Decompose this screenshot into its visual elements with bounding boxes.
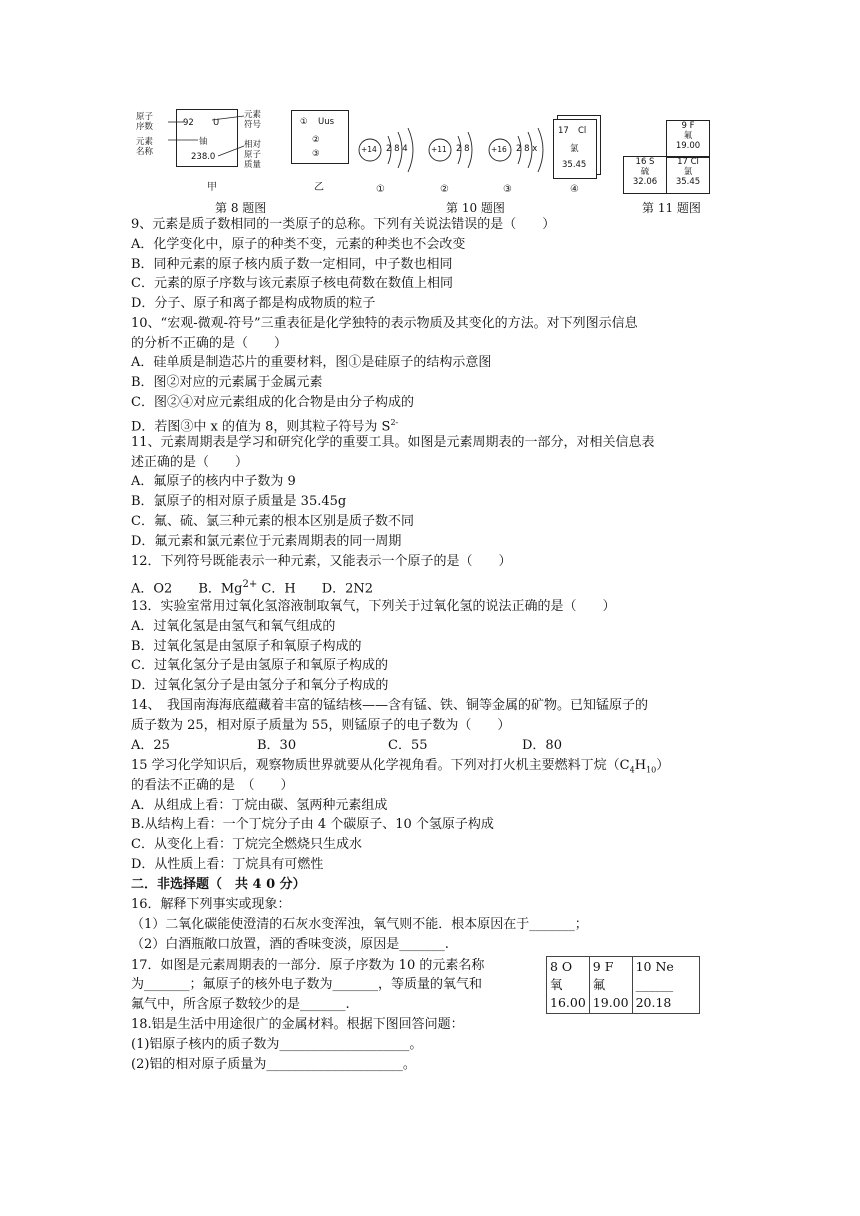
atom2-label: ② xyxy=(440,184,449,195)
q9-stem: 9、元素是质子数相同的一类原子的总称。下列有关说法错误的是（ ） xyxy=(131,217,556,232)
cl-mass: 35.45 xyxy=(562,160,587,170)
q18-part1: (1)铝原子核内的质子数为____________________。 xyxy=(131,1037,423,1052)
q13-stem: 13．实验室常用过氧化氢溶液制取氧气，下列关于过氧化氢的说法正确的是（ ） xyxy=(131,599,616,614)
caption-fig10: 第 10 题图 xyxy=(446,201,505,215)
q13-option-d: D．过氧化氢分子是由氢分子和氧分子构成的 xyxy=(131,678,389,693)
q12-stem: 12．下列符号既能表示一种元素，又能表示一个原子的是（ ） xyxy=(131,554,512,569)
pt-ne-mass: 20.18 xyxy=(635,995,672,1010)
pt-o-mass: 16.00 xyxy=(550,995,586,1010)
yi-cell-uus: Uus xyxy=(318,117,335,127)
cl11-head: 17 Cl xyxy=(677,157,699,167)
q11-option-d: D．氟元素和氯元素位于元素周期表的同一周期 xyxy=(131,534,402,549)
q15-stem-2: 的看法不正确的是 （ ） xyxy=(131,778,294,793)
q10-option-d-charge: 2- xyxy=(390,418,399,427)
q10-stem-1: 10、“宏观-微观-符号”三重表征是化学独特的表示物质及其变化的方法。对下列图示信息 xyxy=(131,316,638,331)
q15-h: H xyxy=(634,758,647,773)
q14-option-c: C．55 xyxy=(388,738,428,753)
q18-part2: (2)铝的相对原子质量为_____________________。 xyxy=(131,1057,416,1072)
q10-option-d xyxy=(131,414,398,436)
q9-option-a: A．化学变化中，原子的种类不变，元素的种类也不会改变 xyxy=(131,237,466,252)
q18-stem: 18.铝是生活中用途很广的金属材料。根据下图回答问题： xyxy=(131,1017,464,1032)
q10-option-d-text: D．若图③中 x 的值为 8，则其粒子符号为 S xyxy=(131,419,391,435)
q17-stem-3: 氟气中，所含原子数较少的是_______. xyxy=(131,997,350,1012)
q14-stem-1: 14、 我国南海海底蕴藏着丰富的锰结核——含有锰、铁、铜等金属的矿物。已知锰原子的 xyxy=(131,698,649,713)
q14-option-b: B．30 xyxy=(257,738,297,753)
q9-option-b: B．同种元素的原子核内质子数一定相同，中子数也相同 xyxy=(131,257,453,272)
f-name: 氟 xyxy=(683,131,693,141)
fig8-yi-box xyxy=(291,110,349,164)
q13-option-a: A．过氧化氢是由氢气和氧气组成的 xyxy=(131,619,336,634)
fig8-sym: U xyxy=(213,118,220,128)
pt-f-head: 9 F xyxy=(592,959,614,974)
atom3-shells: 2 8 x xyxy=(516,144,538,154)
q10-stem-2: 的分析不正确的是（ ） xyxy=(131,336,288,351)
q10-option-c: C．图②④对应元素组成的化合物是由分子构成的 xyxy=(131,395,414,410)
pt-o-head: 8 O xyxy=(550,959,573,974)
q12-options xyxy=(131,576,373,598)
q15-close: ） xyxy=(656,758,670,773)
fig8-label-mass: 相对 原子 质量 xyxy=(244,140,262,170)
cl11-mass: 35.45 xyxy=(675,177,701,187)
pt-ne-name-blank: ______ xyxy=(635,977,674,992)
atom1-label: ① xyxy=(376,184,385,195)
q11-option-c: C．氟、硫、氯三种元素的根本区别是质子数不同 xyxy=(131,514,414,529)
fig11-cl-cell xyxy=(666,156,710,194)
q13-option-c: C．过氧化氢分子是由氢原子和氧原子构成的 xyxy=(131,658,388,673)
q17-stem-1: 17．如图是元素周期表的一部分．原子序数为 10 的元素名称 xyxy=(131,958,485,973)
q15-c-sub: 4 xyxy=(629,765,635,775)
q15-option-c: C．从变化上看：丁烷完全燃烧只生成水 xyxy=(131,837,362,852)
fig8-yi: 乙 xyxy=(314,182,324,193)
fig8-label-atomic-number: 原子 序数 xyxy=(136,112,154,132)
q11-option-b: B．氯原子的相对原子质量是 35.45g xyxy=(131,494,347,509)
q12-mg-charge: 2+ xyxy=(242,579,258,590)
cl-num: 17 xyxy=(558,126,569,136)
q15-stem-1-text: 15 学习化学知识后，观察物质世界就要从化学视角看。下列对打火机主要燃料丁烷（C xyxy=(131,758,630,773)
pt-f-mass: 19.00 xyxy=(592,995,629,1010)
s-mass: 32.06 xyxy=(632,177,658,187)
q10-option-a: A．硅单质是制造芯片的重要材料，图①是硅原子的结构示意图 xyxy=(131,355,492,370)
q11-stem-2: 述正确的是（ ） xyxy=(131,455,249,470)
atom2-nucleus: +11 xyxy=(431,145,447,154)
fig10-cl-box xyxy=(553,119,597,179)
f-mass: 19.00 xyxy=(675,141,701,151)
atom1-nucleus: +14 xyxy=(361,145,377,154)
fig8-name: 铀 xyxy=(199,137,208,147)
yi-cell-2: ② xyxy=(312,135,320,145)
f-head: 9 F xyxy=(681,121,695,131)
q11-option-a: A．氟原子的核内中子数为 9 xyxy=(131,474,296,489)
fig8-jia: 甲 xyxy=(207,182,217,193)
s-name: 硫 xyxy=(640,167,650,177)
fig8-label-symbol: 元素 符号 xyxy=(244,110,262,130)
atom3-nucleus: +16 xyxy=(491,145,507,154)
q16-stem: 16．解释下列事实或现象： xyxy=(131,897,291,912)
yi-cell-3: ③ xyxy=(312,149,320,159)
pt-cell-f xyxy=(589,957,632,1014)
fig8-pointer-lines xyxy=(168,110,248,170)
fig8-num: 92 xyxy=(183,118,194,128)
q15-option-d: D．从性质上看：丁烷具有可燃性 xyxy=(131,857,324,872)
section-title: 二．非选择题（ 共 4 0 分） xyxy=(131,877,306,892)
fig8-label-element-name: 元素 名称 xyxy=(136,137,154,157)
q17-stem-2: 为_______；氟原子的核外电子数为_______，等质量的氧气和 xyxy=(131,977,483,992)
q13-option-b: B．过氧化氢是由氢原子和氧原子构成的 xyxy=(131,639,362,654)
q12-options-ab: A．O2 B．Mg xyxy=(131,581,243,597)
cl-name: 氯 xyxy=(570,144,579,154)
q14-option-d: D．80 xyxy=(522,738,562,753)
cl11-name: 氯 xyxy=(683,167,693,177)
q9-option-c: C．元素的原子序数与该元素原子核电荷数在数值上相同 xyxy=(131,276,453,291)
q14-option-a: A．25 xyxy=(131,738,170,753)
q12-options-cd: C．H D．2N2 xyxy=(261,581,374,597)
atom3-label: ③ xyxy=(503,184,512,195)
q15-option-b: B.从结构上看：一个丁烷分子由 4 个碳原子、10 个氢原子构成 xyxy=(131,817,494,832)
q14-stem-2: 质子数为 25，相对原子质量为 55，则锰原子的电子数为（ ） xyxy=(131,718,511,733)
q9-option-d: D．分子、原子和离子都是构成物质的粒子 xyxy=(131,296,376,311)
atom2-shells: 2 8 xyxy=(456,144,470,154)
atom1-shells: 2 8 4 xyxy=(386,144,408,154)
pt-cell-o xyxy=(547,957,590,1014)
caption-fig8: 第 8 题图 xyxy=(215,201,267,215)
pt-f-name: 氟 xyxy=(592,977,606,992)
q17-periodic-table xyxy=(546,956,700,1014)
pt-o-name: 氧 xyxy=(550,977,563,992)
yi-cell-1: ① xyxy=(300,117,308,127)
pt-cell-ne xyxy=(632,957,699,1014)
q11-stem-1: 11、元素周期表是学习和研究化学的重要工具。如图是元素周期表的一部分，对相关信息表 xyxy=(131,435,655,450)
q16-part1: （1）二氧化碳能使澄清的石灰水变浑浊，氧气则不能．根本原因在于_______； xyxy=(131,917,588,932)
s-head: 16 S xyxy=(635,157,655,167)
q10-option-b: B．图②对应的元素属于金属元素 xyxy=(131,375,323,390)
q15-h-sub: 10 xyxy=(646,765,657,775)
fig11-s-cell xyxy=(623,156,667,194)
fig10-cl-label: ④ xyxy=(570,184,579,195)
pt-ne-head: 10 Ne xyxy=(635,959,674,974)
fig8-mass: 238.0 xyxy=(191,152,216,162)
q15-option-a: A．从组成上看：丁烷由碳、氢两种元素组成 xyxy=(131,798,388,813)
fig11-f-cell xyxy=(666,120,710,158)
cl-sym: Cl xyxy=(578,126,587,136)
caption-fig11: 第 11 题图 xyxy=(642,201,701,215)
q16-part2: （2）白酒瓶敞口放置，酒的香味变淡，原因是_______. xyxy=(131,937,449,952)
